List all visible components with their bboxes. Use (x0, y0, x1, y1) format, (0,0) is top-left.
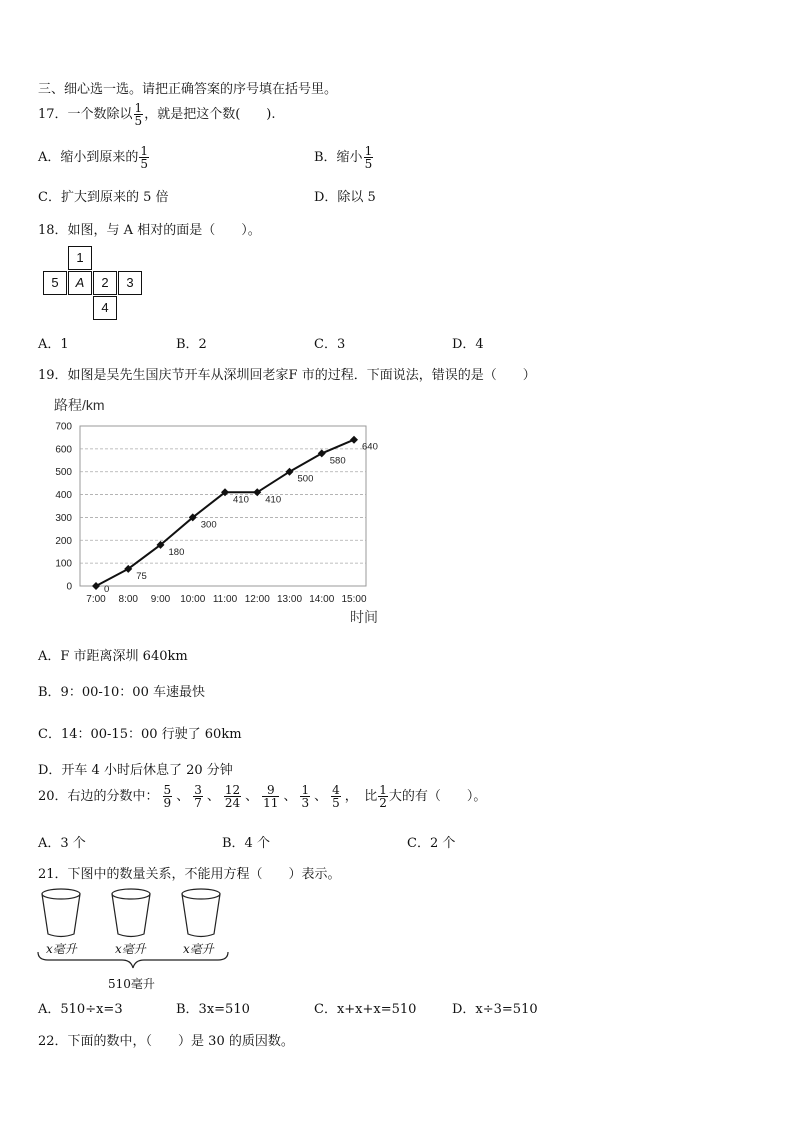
denominator: 2 (379, 796, 387, 810)
numerator: 9 (262, 784, 279, 797)
y-tick-label: 500 (55, 467, 72, 479)
net-face-2: 2 (93, 271, 117, 295)
data-label: 0 (104, 584, 110, 595)
q20-suffix: 大的有（ ）。 (388, 789, 487, 804)
q19-option-d[interactable]: D．开车 4 小时后休息了 20 分钟 (38, 763, 233, 778)
q19-option-c[interactable]: C．14：00-15：00 行驶了 60km (38, 727, 242, 742)
fraction (134, 102, 144, 127)
data-label: 500 (297, 473, 314, 485)
cup-label: x毫升 (183, 942, 214, 956)
q18-option-b[interactable]: B．2 (176, 337, 207, 352)
q17-suffix: ，就是把这个数( ). (144, 107, 276, 122)
denominator: 3 (301, 796, 310, 810)
data-label: 300 (200, 519, 217, 531)
fraction (300, 784, 310, 809)
q21-option-a[interactable]: A．510÷x=3 (38, 1002, 123, 1017)
x-tick-label: 13:00 (276, 594, 303, 605)
net-face-3: 3 (118, 271, 142, 295)
q19-option-b[interactable]: B．9：00-10：00 车速最快 (38, 685, 205, 700)
q21-option-b[interactable]: B．3x=510 (176, 1002, 250, 1017)
total-label: 510毫升 (108, 977, 155, 991)
option-label: B．缩小 (314, 150, 363, 165)
numerator: 4 (332, 783, 340, 797)
q20-fraction-list (159, 783, 345, 810)
fraction (163, 784, 173, 809)
q19-option-a[interactable]: A．F 市距离深圳 640km (38, 649, 188, 664)
data-point (318, 449, 326, 457)
q18-option-d[interactable]: D．4 (452, 337, 484, 352)
y-tick-label: 600 (55, 444, 72, 456)
denominator: 7 (194, 796, 202, 810)
fraction (224, 784, 241, 809)
fraction (193, 784, 203, 809)
q20-option-c[interactable]: C．2 个 (407, 836, 456, 851)
fraction (364, 145, 374, 170)
numerator: 1 (134, 101, 143, 115)
net-face-a: A (68, 271, 92, 295)
cup-label: x毫升 (115, 942, 146, 956)
y-tick-label: 100 (55, 558, 72, 570)
data-label: 640 (362, 441, 378, 453)
net-face-bottom: 4 (93, 296, 117, 320)
y-tick-label: 200 (55, 535, 72, 547)
x-tick-label: 8:00 (118, 594, 138, 605)
section-title: 三、细心选一选。请把正确答案的序号填在括号里。 (38, 82, 338, 97)
separator: 、 (176, 789, 190, 804)
fraction (378, 784, 388, 809)
fraction (139, 145, 149, 170)
question-21: 21．下图中的数量关系，不能用方程（ ）表示。 (38, 867, 341, 882)
data-label: 580 (329, 455, 346, 467)
denominator: 5 (134, 114, 143, 128)
numerator: 1 (140, 144, 149, 158)
x-tick-label: 12:00 (244, 594, 270, 605)
q20-option-b[interactable]: B．4 个 (222, 836, 270, 851)
distance-time-chart (40, 390, 400, 630)
q20-prefix: 20．右边的分数中： (38, 789, 159, 804)
q17-prefix: 17．一个数除以 (38, 107, 133, 122)
x-tick-label: 7:00 (86, 594, 106, 605)
question-19: 19．如图是吴先生国庆节开车从深圳回老家F 市的过程．下面说法，错误的是（ ） (38, 368, 536, 383)
data-point (92, 582, 100, 590)
x-tick-label: 9:00 (150, 594, 171, 605)
data-label: 410 (265, 494, 282, 506)
q18-option-c[interactable]: C．3 (314, 337, 346, 352)
numerator: 12 (224, 783, 241, 797)
x-tick-label: 10:00 (180, 594, 206, 605)
question-20 (38, 784, 486, 809)
cup-label: x毫升 (46, 942, 77, 956)
question-22: 22．下面的数中，（ ）是 30 的质因数。 (38, 1034, 294, 1049)
question-17 (38, 102, 275, 127)
denominator: 9 (163, 796, 172, 810)
data-label: 410 (233, 494, 249, 506)
q18-option-a[interactable]: A．1 (38, 337, 69, 352)
separator: 、 (245, 789, 259, 804)
separator: 、 (314, 789, 328, 804)
numerator: 1 (364, 144, 373, 158)
q20-mid: ， 比 (344, 789, 378, 804)
fraction (331, 784, 341, 809)
cup-icon (42, 889, 80, 937)
q21-option-c[interactable]: C．x+x+x=510 (314, 1002, 417, 1017)
denominator: 5 (364, 157, 373, 171)
fraction (262, 784, 279, 809)
q17-option-d[interactable]: D．除以 5 (314, 190, 376, 205)
x-tick-label: 11:00 (212, 594, 238, 605)
separator: 、 (206, 789, 220, 804)
y-tick-label: 300 (55, 512, 72, 524)
q21-option-d[interactable]: D．x÷3=510 (452, 1002, 538, 1017)
data-label: 180 (168, 546, 185, 558)
option-label: A．缩小到原来的 (38, 150, 139, 165)
net-face-top: 1 (68, 246, 92, 270)
y-tick-label: 400 (55, 490, 72, 502)
separator: 、 (283, 789, 297, 804)
y-tick-label: 700 (55, 421, 72, 433)
numerator: 1 (379, 783, 387, 797)
q17-option-b[interactable] (314, 145, 374, 170)
data-point (350, 436, 358, 444)
q17-option-c[interactable]: C．扩大到原来的 5 倍 (38, 190, 169, 205)
q17-option-a[interactable] (38, 145, 150, 170)
denominator: 5 (140, 157, 149, 171)
cup-icon (182, 889, 220, 937)
series-line (96, 440, 354, 586)
cup-icon (112, 889, 150, 937)
y-tick-label: 0 (66, 581, 72, 593)
denominator: 5 (332, 796, 340, 810)
q20-option-a[interactable]: A．3 个 (38, 836, 86, 851)
denominator: 24 (224, 796, 241, 810)
net-face-left: 5 (43, 271, 67, 295)
x-tick-label: 14:00 (309, 594, 335, 605)
numerator: 5 (163, 783, 172, 797)
denominator: 11 (263, 796, 279, 810)
y-axis-label: 路程/km (54, 397, 105, 413)
plot-frame (80, 426, 366, 586)
numerator: 1 (301, 783, 310, 797)
data-label: 75 (136, 570, 147, 582)
x-tick-label: 15:00 (341, 594, 367, 605)
x-axis-label: 时间 (350, 609, 378, 625)
question-18: 18．如图，与 A 相对的面是（ ）。 (38, 223, 261, 238)
numerator: 3 (194, 783, 202, 797)
